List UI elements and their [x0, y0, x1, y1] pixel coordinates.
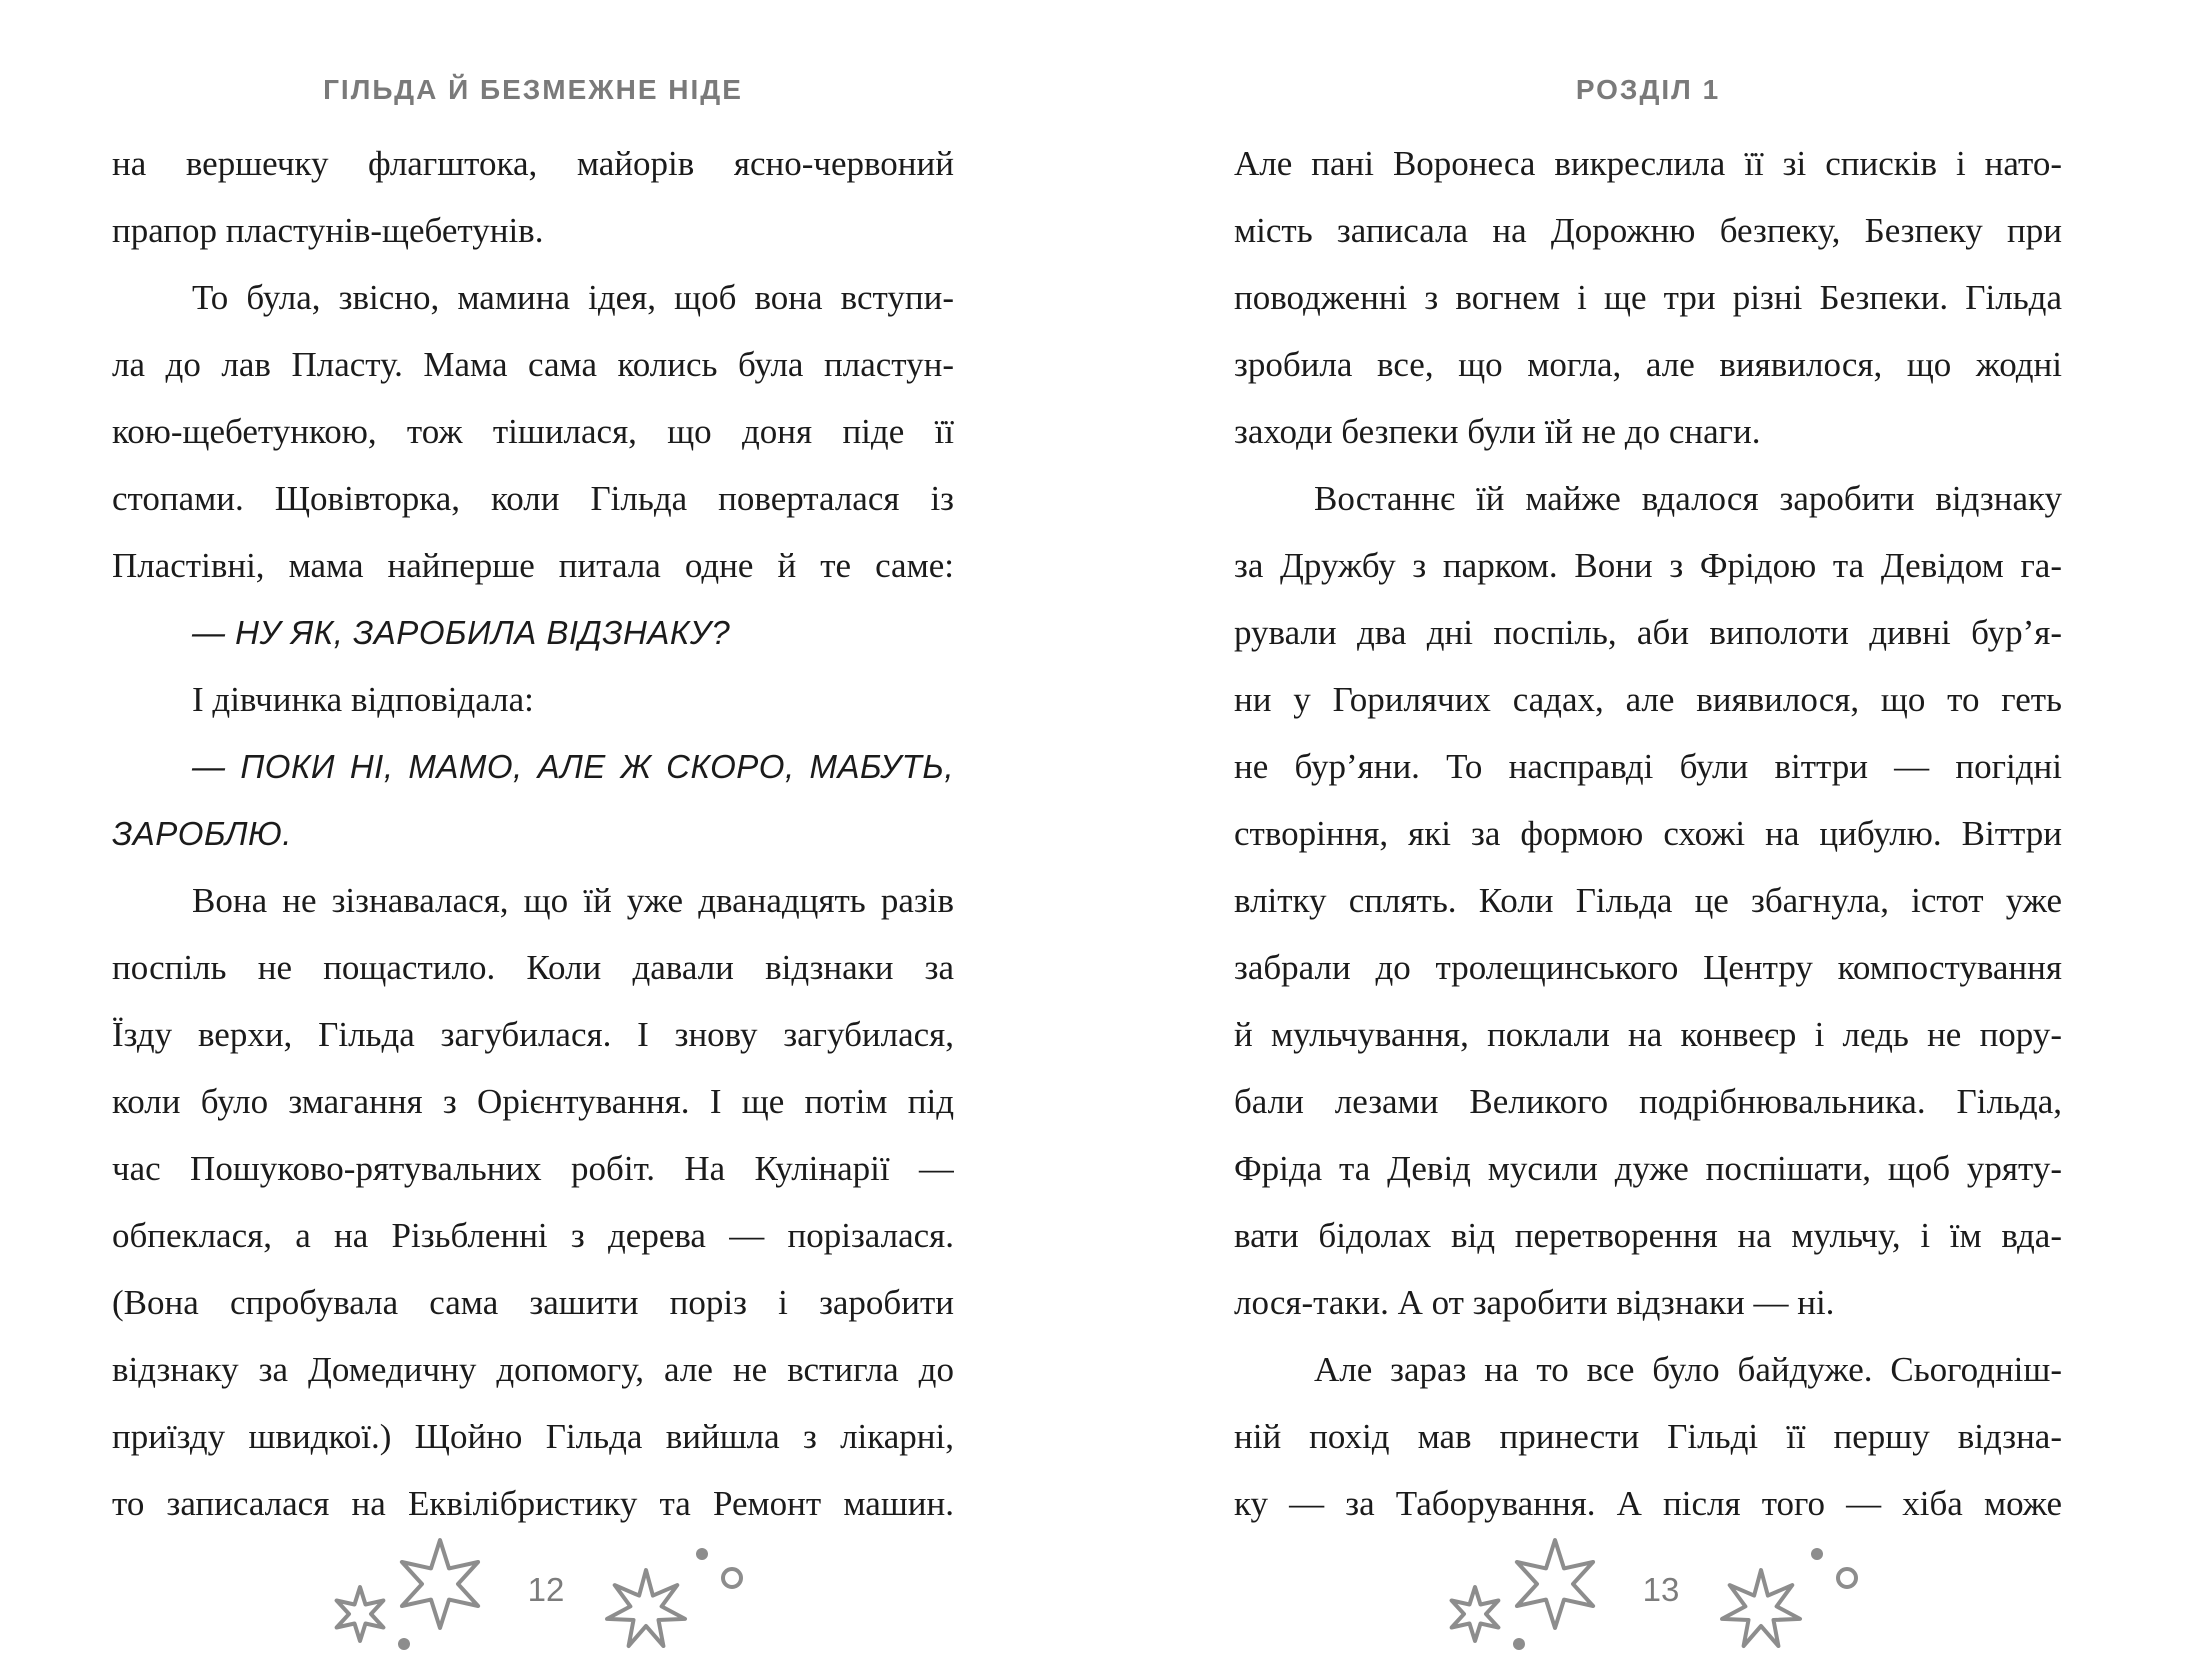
text-line: ла до лав Пласту. Мама сама колись була пластун-	[112, 345, 954, 384]
sparkle-stars-right-of-number-left-icon	[584, 1532, 754, 1662]
text-line: створіння, які за формою схожі на цибулю. Віттри	[1234, 814, 2062, 853]
text-line: відзнаку за Домедичну допомогу, але не встигла до	[112, 1350, 954, 1389]
dialogue-line: — ПОКИ НІ, МАМО, АЛЕ Ж СКОРО, МАБУТЬ,	[192, 748, 954, 785]
text-line: на вершечку флагштока, майорів ясно-червоний	[112, 144, 954, 183]
text-line: вати бідолах від перетворення на мульчу, і їм вда-	[1234, 1216, 2062, 1255]
text-line: приїзду швидкої.) Щойно Гільда вийшла з лікарні,	[112, 1417, 954, 1456]
left-page	[112, 0, 954, 1667]
text-line: Востаннє їй майже вдалося заробити відзнаку	[1314, 479, 2062, 518]
text-line: влітку сплять. Коли Гільда це збагнула, істот уже	[1234, 881, 2062, 920]
text-line: прапор пластунів-щебетунів.	[112, 211, 544, 250]
text-line: зробила все, що могла, але виявилося, що жодні	[1234, 345, 2062, 384]
dialogue-line: ЗАРОБЛЮ.	[112, 815, 292, 852]
text-line: час Пошуково-рятувальних робіт. На Кулінарії —	[112, 1149, 954, 1188]
text-line: Але пані Воронеса викреслила її зі списків і нато-	[1234, 144, 2062, 183]
text-line: Фріда та Девід мусили дуже поспішати, щоб уряту-	[1234, 1149, 2062, 1188]
sparkle-stars-left-icon	[312, 1532, 512, 1662]
sparkle-stars-left-icon	[1427, 1532, 1627, 1662]
page-text-left	[112, 130, 954, 1537]
text-line: Пластівні, мама найперше питала одне й те саме:	[112, 546, 954, 585]
text-line: то записалася на Еквілібристику та Ремонт машин.	[112, 1484, 954, 1523]
page-footer-left	[112, 1532, 954, 1662]
text-line: не бур’яни. То насправді були віттри — погідні	[1234, 747, 2062, 786]
text-line: забрали до тролещинського Центру компостування	[1234, 948, 2062, 987]
text-line: лося-таки. А от заробити відзнаки — ні.	[1234, 1283, 1835, 1322]
text-line: Але зараз на то все було байдуже. Сьогодніш-	[1314, 1350, 2062, 1389]
text-line: ній похід мав принести Гільді її першу відзна-	[1234, 1417, 2062, 1456]
text-line: поспіль не пощастило. Коли давали відзнаки за	[112, 948, 954, 987]
text-line: заходи безпеки були їй не до снаги.	[1234, 412, 1761, 451]
page-number-left: 12	[527, 1571, 565, 1608]
text-line: Їзду верхи, Гільда загубилася. І знову загубилася,	[112, 1015, 954, 1054]
dialogue-line: — НУ ЯК, ЗАРОБИЛА ВІДЗНАКУ?	[192, 614, 731, 651]
text-line: кою-щебетункою, тож тішилася, що доня піде її	[112, 412, 954, 451]
text-line: коли було змагання з Орієнтування. І ще потім під	[112, 1082, 954, 1121]
running-head-right: РОЗДІЛ 1	[1575, 74, 1721, 105]
right-page	[1234, 0, 2062, 1667]
text-line: ни у Горилячих садах, але виявилося, що то геть	[1234, 680, 2062, 719]
text-line: Вона не зізнавалася, що їй уже дванадцять разів	[192, 881, 954, 920]
text-line: ку — за Таборування. А після того — хіба може	[1234, 1484, 2062, 1523]
page-footer-right	[1234, 1532, 2062, 1662]
text-line: за Дружбу з парком. Вони з Фрідою та Девідом га-	[1234, 546, 2062, 585]
text-line: мість записала на Дорожню безпеку, Безпеку при	[1234, 211, 2062, 250]
text-line: обпеклася, а на Різьбленні з дерева — порізалася.	[112, 1216, 954, 1255]
text-line: І дівчинка відповідала:	[192, 680, 534, 719]
text-line: й мульчування, поклали на конвеєр і ледь не пору-	[1234, 1015, 2062, 1054]
page-text-right	[1234, 130, 2062, 1537]
text-line: (Вона спробувала сама зашити поріз і заробити	[112, 1283, 954, 1322]
page-number-right: 13	[1642, 1571, 1680, 1608]
running-head-left: ГІЛЬДА Й БЕЗМЕЖНЕ НІДЕ	[323, 74, 743, 105]
text-line: поводженні з вогнем і ще три різні Безпеки. Гільда	[1234, 278, 2062, 317]
text-line: То була, звісно, мамина ідея, щоб вона вступи-	[192, 278, 954, 317]
text-line: стопами. Щовівторка, коли Гільда поверталася із	[112, 479, 954, 518]
text-line: бали лезами Великого подрібнювальника. Гільда,	[1234, 1082, 2062, 1121]
text-line: рували два дні поспіль, аби виполоти дивні бур’я-	[1234, 613, 2062, 652]
sparkle-stars-right-of-number-right-icon	[1699, 1532, 1869, 1662]
